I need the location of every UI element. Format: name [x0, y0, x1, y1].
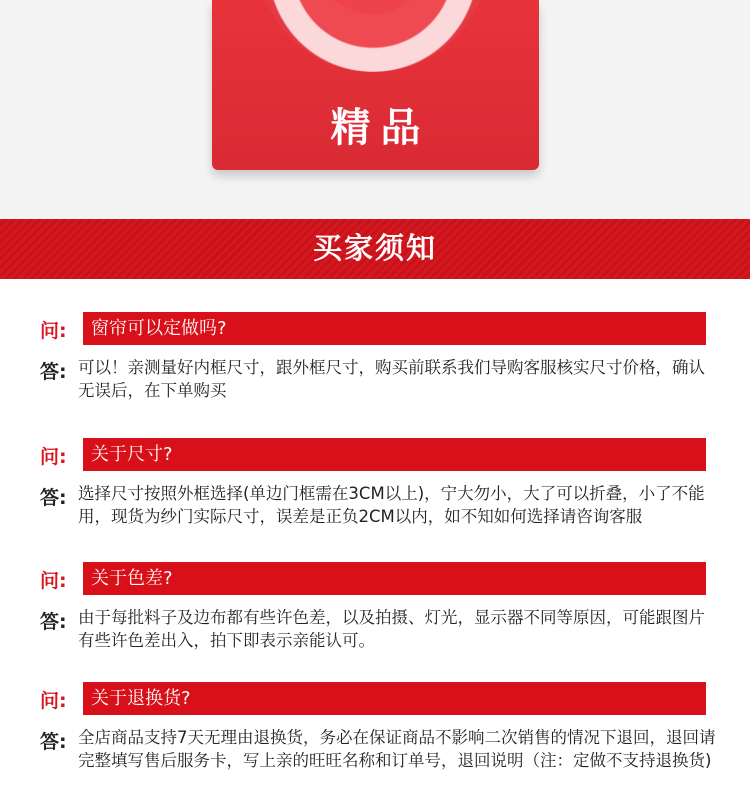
product-grade-card: [212, 0, 539, 170]
answer-label: 答:: [40, 611, 67, 633]
faq-item-custom: [40, 312, 720, 402]
answer-text: 选择尺寸按照外框选择(单边门框需在3CM以上)，宁大勿小，大了可以折叠，小了不能用，现货为纱门实际尺寸，误差是正负2CM以内，如不知如何选择请咨询客服: [78, 484, 705, 526]
faq-item-color: [40, 562, 720, 652]
ring-graphic: [257, 0, 489, 72]
ring-inner-graphic: [313, 0, 433, 14]
top-section: [0, 0, 750, 219]
faq-item-return: [40, 682, 720, 772]
card-title: 精品: [330, 105, 431, 151]
question-label: 问:: [40, 320, 67, 342]
answer-label: 答:: [40, 361, 67, 383]
answer-label: 答:: [40, 731, 67, 753]
question-bar: 关于色差?: [83, 562, 706, 595]
buyer-notice-banner: 买家须知: [0, 219, 750, 279]
answer-text: 可以！亲测量好内框尺寸，跟外框尺寸，购买前联系我们导购客服核实尺寸价格，确认无误后，在下单购买: [78, 358, 705, 400]
faq-item-size: [40, 438, 720, 528]
question-bar: 关于退换货?: [83, 682, 706, 715]
answer-text: 全店商品支持7天无理由退换货，务必在保证商品不影响二次销售的情况下退回，退回请完整填写售后服务卡，写上亲的旺旺名称和订单号，退回说明（注：定做不支持退换货): [78, 728, 716, 770]
answer-label: 答:: [40, 487, 67, 509]
answer-text: 由于每批料子及边布都有些许色差，以及拍摄、灯光，显示器不同等原因，可能跟图片有些许色差出入，拍下即表示亲能认可。: [78, 608, 705, 650]
question-bar: 关于尺寸?: [83, 438, 706, 471]
question-bar: 窗帘可以定做吗?: [83, 312, 706, 345]
question-label: 问:: [40, 570, 67, 592]
question-label: 问:: [40, 446, 67, 468]
question-label: 问:: [40, 690, 67, 712]
